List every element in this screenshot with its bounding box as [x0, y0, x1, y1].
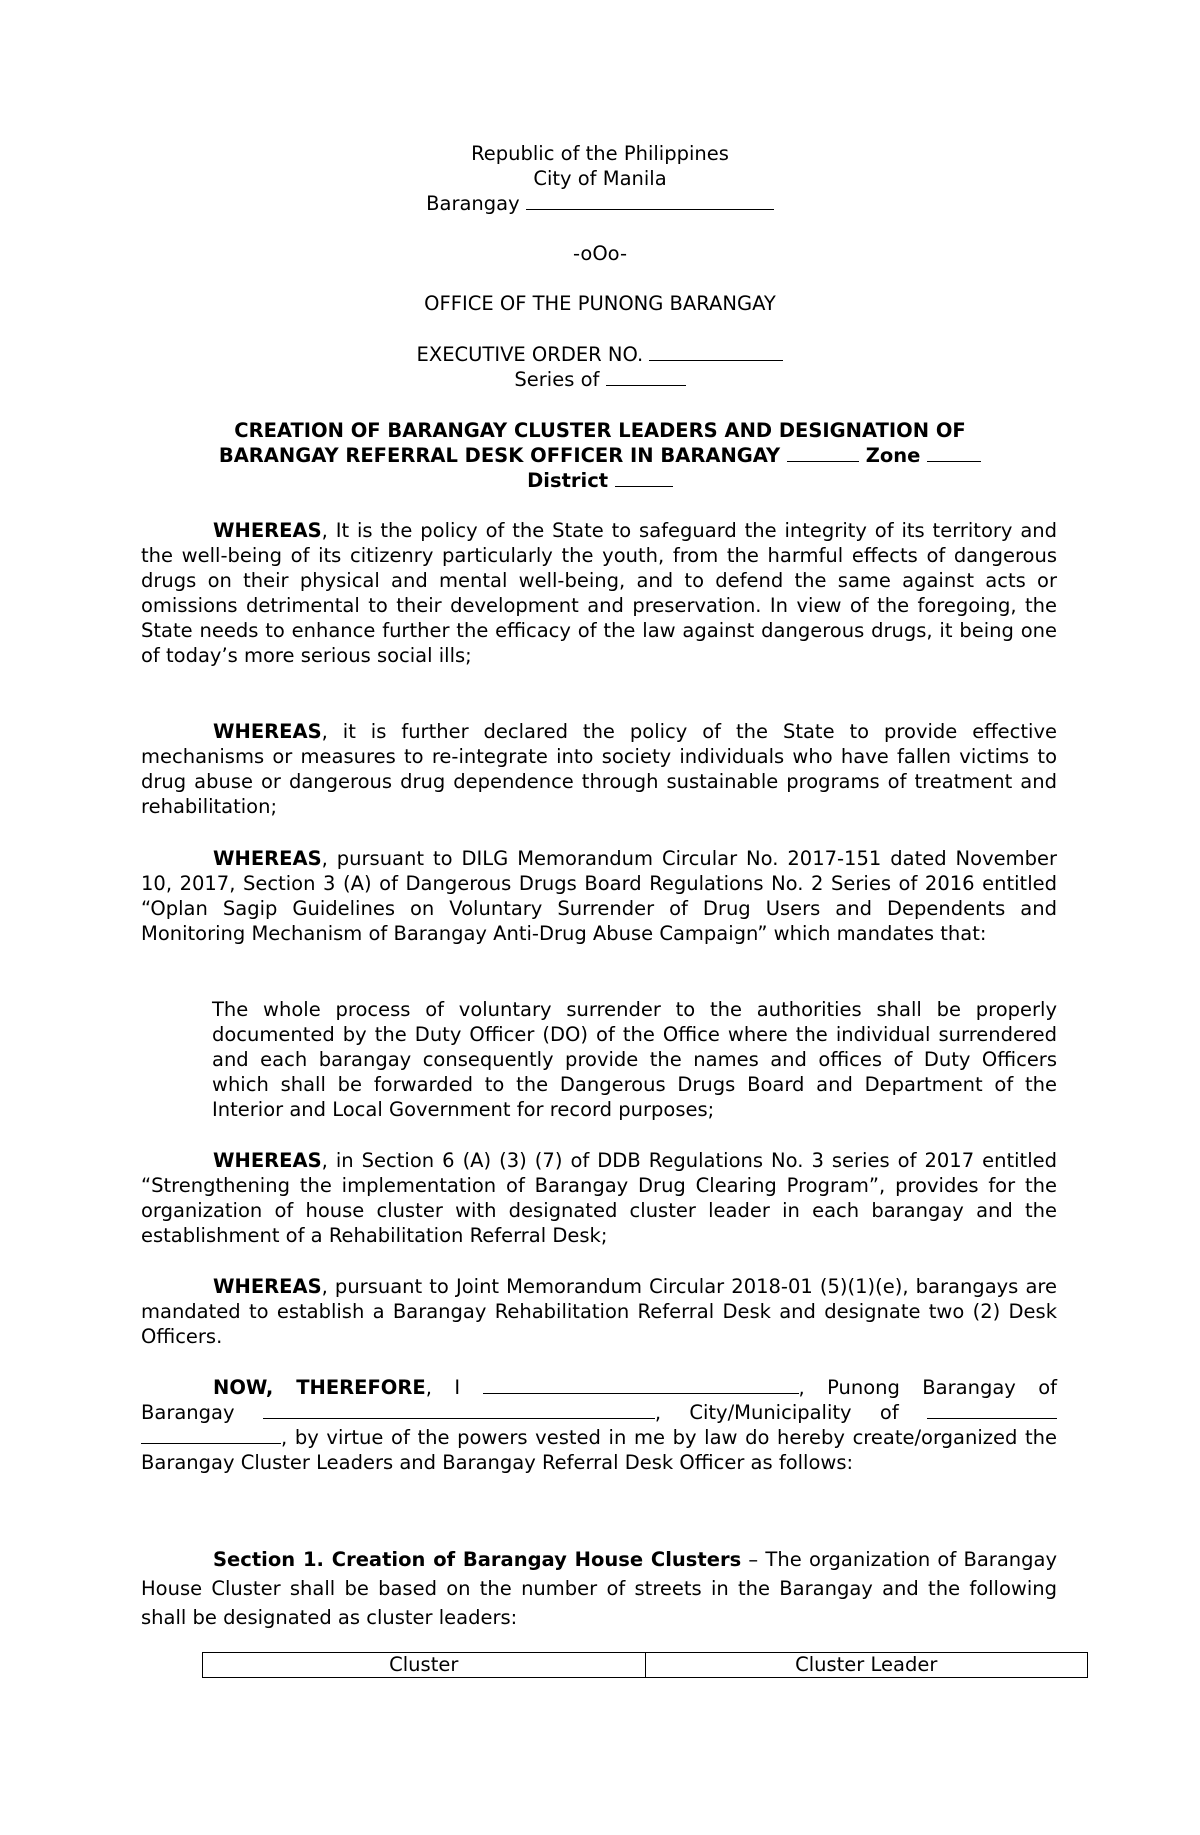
whereas-lead: WHEREAS: [213, 1275, 322, 1298]
office-heading: OFFICE OF THE PUNONG BARANGAY: [424, 292, 776, 315]
whereas-text: , It is the policy of the State to safeguard the integrity of its territory and the well-being of its citizenry particularly the youth, from the harmful effects of dangerous drugs on their physical and mental well-being, and to defend the same against acts or omissions detrimental to their development and preservation. In view of the foregoing, the State needs to enhance further the efficacy of the law against dangerous drugs, it being one of today’s more serious social ills;: [141, 519, 1057, 667]
city-municipality-blank-2: [141, 1425, 281, 1444]
whereas-paragraph-2: [141, 719, 1057, 819]
section-1-heading: Section 1. Creation of Barangay House Clusters: [213, 1548, 742, 1571]
barangay-line: [0, 191, 1200, 216]
cluster-table: [202, 1652, 1088, 1678]
section-1-text: – The organization of Barangay House Cluster shall be based on the number of streets in the Barangay and the following shall be designated as cluster leaders:: [141, 1548, 1057, 1629]
whereas-lead: WHEREAS: [213, 1149, 322, 1172]
district-blank: [615, 468, 673, 487]
executive-order-label: EXECUTIVE ORDER NO.: [416, 343, 644, 366]
section-1-paragraph: [141, 1545, 1057, 1632]
title-line-2: [0, 443, 1200, 468]
quoted-provision-text: The whole process of voluntary surrender to the authorities shall be properly documented by the Duty Officer (DO) of the Office where the individual surrendered and each barangay consequently provide the names and offices of Duty Officers which shall be forwarded to the Dangerous Drugs Board and Department of the Interior and Local Government for record purposes;: [212, 998, 1057, 1121]
republic-line: Republic of the Philippines: [471, 142, 729, 165]
table-header-row: [203, 1653, 1088, 1678]
column-header-cluster: Cluster: [203, 1653, 646, 1678]
whereas-paragraph-5: [141, 1274, 1057, 1349]
zone-label: Zone: [865, 444, 921, 467]
city-line: City of Manila: [533, 167, 667, 190]
whereas-text: , pursuant to Joint Memorandum Circular 2018-01 (5)(1)(e), barangays are mandated to establish a Barangay Rehabilitation Referral Desk and designate two (2) Desk Officers.: [141, 1275, 1057, 1348]
whereas-paragraph-1: [141, 518, 1057, 668]
title-line-1: CREATION OF BARANGAY CLUSTER LEADERS AND DESIGNATION OF: [234, 419, 966, 442]
series-line: [0, 367, 1200, 392]
series-blank: [606, 367, 686, 386]
barangay-name-blank: [787, 443, 859, 462]
separator: -oOo-: [572, 242, 627, 265]
whereas-text: , in Section 6 (A) (3) (7) of DDB Regulations No. 3 series of 2017 entitled “Strengthening the implementation of Barangay Drug Clearing Program”, provides for the organization of house cluster with designated cluster leader in each barangay and the establishment of a Rehabilitation Referral Desk;: [141, 1149, 1057, 1247]
whereas-lead: WHEREAS: [213, 519, 322, 542]
whereas-paragraph-4: [141, 1148, 1057, 1248]
column-header-cluster-leader: Cluster Leader: [645, 1653, 1088, 1678]
punong-barangay-name-blank: [483, 1375, 799, 1394]
order-number-blank: [649, 342, 783, 361]
barangay-label: Barangay: [426, 192, 520, 215]
now-therefore-paragraph: NOW, THEREFORE, I , Punong Barangay of Barangay , City/Municipality of , by virtue of the powers vested in me by law do hereby create/organized the Barangay Cluster Leaders and Barangay Referral Desk Officer as follows:: [141, 1376, 1058, 1474]
executive-order-line: [0, 342, 1200, 367]
whereas-text: , pursuant to DILG Memorandum Circular No. 2017-151 dated November 10, 2017, Section 3 (A) of Dangerous Drugs Board Regulations No. 2 Series of 2016 entitled “Oplan Sagip Guidelines on Voluntary Surrender of Drug Users and Dependents and Monitoring Mechanism of Barangay Anti-Drug Abuse Campaign” which mandates that:: [141, 847, 1057, 945]
title-line-3: [0, 468, 1200, 493]
barangay-name-blank-2: [263, 1400, 655, 1419]
zone-blank: [927, 443, 981, 462]
district-label: District: [527, 469, 609, 492]
quoted-provision: [212, 997, 1057, 1122]
whereas-lead: WHEREAS: [213, 847, 322, 870]
whereas-lead: WHEREAS: [213, 720, 322, 743]
title-line-2-text: BARANGAY REFERRAL DESK OFFICER IN BARANGAY: [218, 444, 781, 467]
series-label: Series of: [514, 368, 600, 391]
whereas-paragraph-3: [141, 846, 1057, 946]
barangay-blank: [526, 191, 774, 210]
now-therefore-lead: NOW, THEREFORE: [213, 1376, 426, 1399]
whereas-text: , it is further declared the policy of the State to provide effective mechanisms or measures to re-integrate into society individuals who have fallen victims to drug abuse or dangerous drug dependence through sustainable programs of treatment and rehabilitation;: [141, 720, 1057, 818]
city-municipality-blank: [927, 1400, 1057, 1419]
